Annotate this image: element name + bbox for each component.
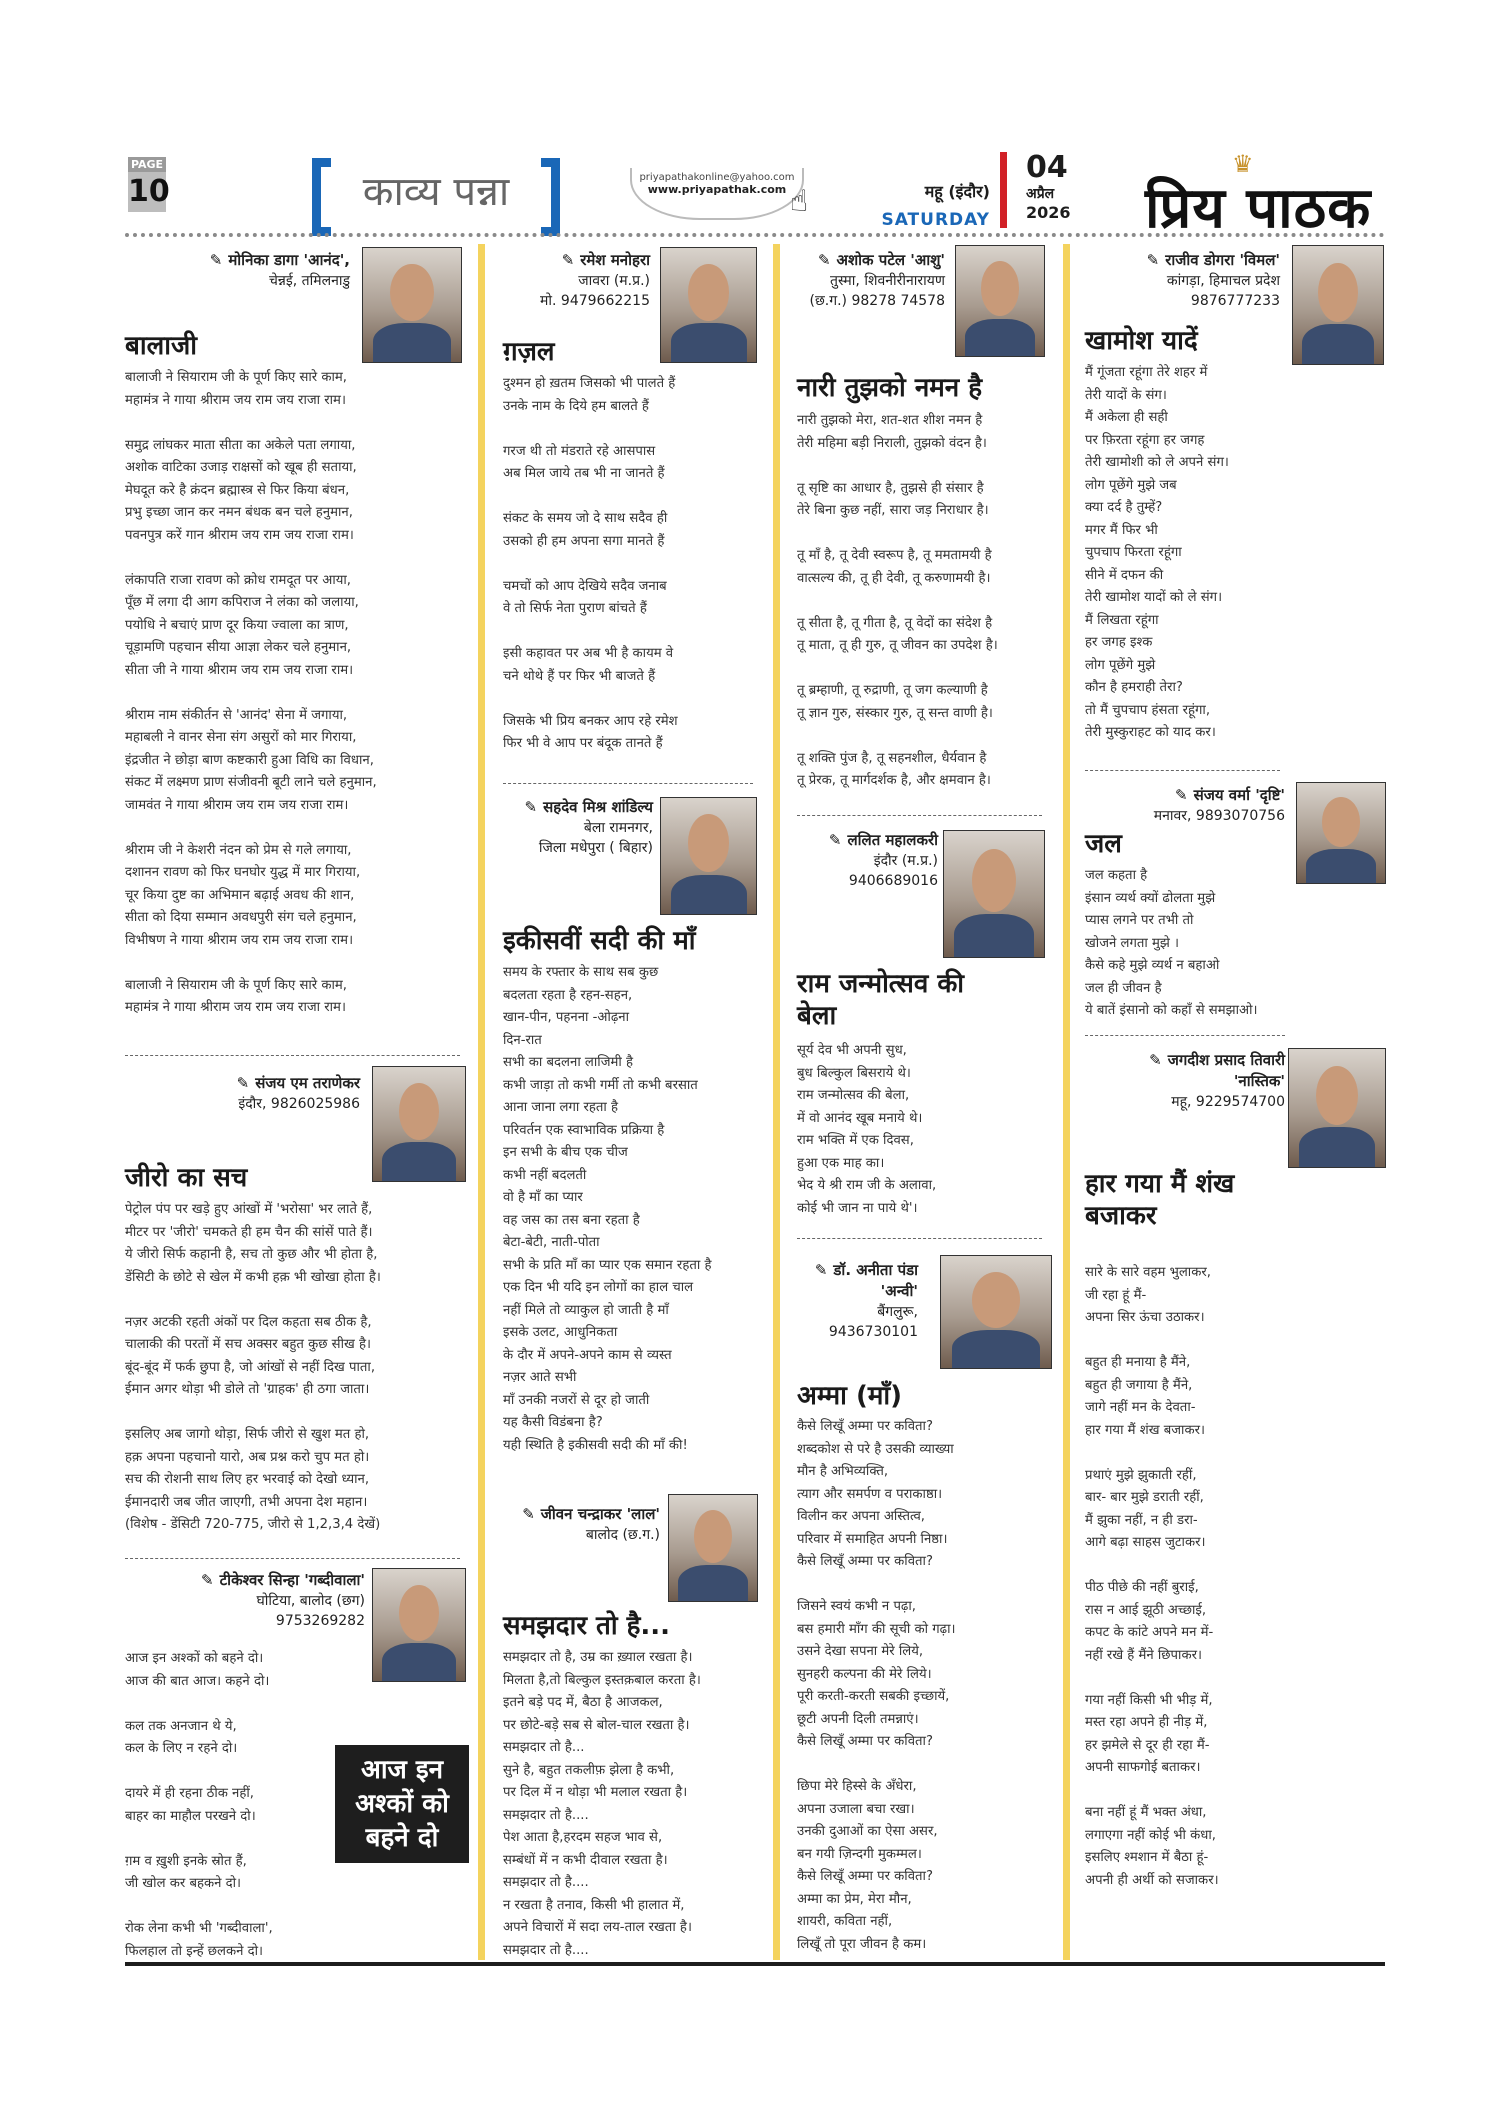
author-byline — [1095, 1050, 1285, 1112]
newspaper-logo: प्रिय पाठक — [1145, 176, 1372, 241]
dateline — [880, 180, 990, 230]
weekday: SATURDAY — [881, 210, 990, 230]
author-photo — [955, 245, 1045, 357]
author-photo — [1288, 1048, 1386, 1168]
poem-title: खामोश यादें — [1085, 326, 1198, 356]
pen-icon: ✎ — [524, 798, 538, 816]
poem-body: बालाजी ने सियाराम जी के पूर्ण किए सारे काम, महामंत्र ने गाया श्रीराम जय राम जय राजा राम। समुद्र लांघकर माता सीता का अकेले पता लगाया, अशोक वाटिका उजाड़ राक्षसों को खूब ही सताया, मेघदूत करे है क्रंदन ब्रह्मास्त्र से फिर किया बंधन, प्रभु इच्छा जान कर नमन बंधक बन चले हनुमान, पवनपुत्र करें गान श्रीराम जय राम जय राजा राम। लंकापति राजा रावण को क्रोध रामदूत पर आया, पूँछ में लगा दी आग कपिराज ने लंका को जलाया, पयोधि ने बचाएं प्राण दूर किया ज्वाला का त्राण, चूड़ामणि पहचान सीया आज्ञा लेकर चले हनुमान, सीता जी ने गाया श्रीराम जय राम जय राजा राम। श्रीराम नाम संकीर्तन से 'आनंद' सेना में जगाया, महाबली ने वानर सेना संग असुरों को मार गिराया, इंद्रजीत ने छोड़ा बाण कष्टकारी हुआ विधि का विधान, संकट में लक्ष्मण प्राण संजीवनी बूटी लाने चले हनुमान, जामवंत ने गाया श्रीराम जय राम जय राजा राम। श्रीराम जी ने केशरी नंदन को प्रेम से गले लगाया, दशानन रावण को फिर घनघोर युद्ध में मार गिराया, चूर किया दुष्ट का अभिमान बढ़ाई अवध की शान, सीता को दिया सम्मान अवधपुरी संग चले हनुमान, विभीषण ने गाया श्रीराम जय राम जय राजा राम। बालाजी ने सियाराम जी के पूर्ण किए सारे काम, महामंत्र ने गाया श्रीराम जय राम जय राजा राम। — [125, 370, 377, 1015]
header-divider — [125, 233, 1385, 237]
author-byline — [1095, 785, 1285, 826]
poem-title: हार गया मैं शंख बजाकर — [1085, 1169, 1235, 1231]
poem-title: नारी तुझको नमन है — [797, 373, 983, 403]
section-title: काव्य पन्ना — [362, 169, 510, 215]
author-location: महू, 9229574700 — [1171, 1094, 1285, 1110]
poem-body: दुश्मन हो ख़तम जिसको भी पालते हैं उनके नाम के दिये हम बालते हैं गरज थी तो मंडराते रहे आसपास अब मिल जाये तब भी ना जानते हैं संकट के समय जो दे साथ सदैव ही उसको ही हम अपना सगा मानते हैं चमचों को आप देखिये सदैव जनाब वे तो सिर्फ नेता पुराण बांचते हैं इसी कहावत पर अब भी है कायम वे चने थोथे हैं पर फिर भी बाजते हैं जिसके भी प्रिय बनकर आप रहे रमेश फिर भी वे आप पर बंदूक तानते हैं — [503, 376, 678, 751]
pen-icon: ✎ — [561, 251, 575, 269]
poem-body: समय के रफ्तार के साथ सब कुछ बदलता रहता है रहन-सहन, खान-पीन, पहनना -ओढ़ना दिन-रात सभी का बदलना लाजिमी है कभी जाड़ा तो कभी गर्मी तो कभी बरसात आना जाना लगा रहता है परिवर्तन एक स्वाभाविक प्रक्रिया है इन सभी के बीच एक चीज कभी नहीं बदलती वो है माँ का प्यार वह जस का तस बना रहता है बेटा-बेटी, नाती-पोता सभी के प्रति माँ का प्यार एक समान रहता है एक दिन भी यदि इन लोगों का हाल चाल नहीं मिले तो व्याकुल हो जाती है माँ इसके उलट, आधुनिकता के दौर में अपने-अपने काम से व्यस्त नज़र आते सभी माँ उनकी नजरों से दूर हो जाती यह कैसी विडंबना है? यही स्थिति है इकीसवी सदी की माँ की! — [503, 965, 712, 1453]
author-name: राजीव डोगरा 'विमल' — [1165, 251, 1280, 269]
website-link[interactable]: www.priyapathak.com — [647, 183, 787, 196]
author-phone: (छ.ग.) 98278 74578 — [809, 293, 945, 309]
author-name: रमेश मनोहरा — [580, 251, 650, 269]
author-location: कांगड़ा, हिमाचल प्रदेश — [1166, 273, 1280, 289]
author-phone: 9436730101 — [828, 1324, 918, 1340]
author-photo — [372, 1066, 466, 1182]
author-byline — [795, 250, 945, 311]
author-byline — [150, 1570, 365, 1631]
author-contact: इंदौर, 9826025986 — [238, 1096, 360, 1112]
right-bracket-icon — [541, 158, 560, 236]
article-separator — [1085, 1035, 1285, 1036]
poem-body: जल कहता है इंसान व्यर्थ क्यों ढोलता मुझे प्यास लगने पर तभी तो खोजने लगता मुझे । कैसे कहे मुझे व्यर्थ न बहाओ जल ही जीवन है ये बातें इंसानो को कहाँ से समझाओ। — [1085, 868, 1258, 1018]
author-location: बैंगलुरू, — [877, 1304, 918, 1320]
author-byline — [160, 250, 350, 291]
author-photo — [660, 797, 757, 915]
page-number-badge — [128, 157, 170, 212]
date-year: 2026 — [1026, 203, 1071, 222]
author-location: बालोद (छ.ग.) — [585, 1527, 660, 1543]
author-location: घोटिया, बालोद (छग) — [256, 1593, 365, 1609]
author-name: जगदीश प्रसाद तिवारी 'नास्तिक' — [1167, 1051, 1285, 1090]
section-header — [312, 152, 560, 222]
author-byline — [505, 1504, 660, 1545]
author-phone: 9753269282 — [275, 1613, 365, 1629]
author-location: जिला मधेपुरा ( बिहार) — [538, 840, 653, 856]
poem-body: आज इन अश्कों को बहने दो। आज की बात आज। कहने दो। कल तक अनजान थे ये, कल के लिए न रहने दो। दायरे में ही रहना ठीक नहीं, बाहर का माहौल परखने दो। ग़म व ख़ुशी इनके स्रोत हैं, जी खोल कर बहकने दो। रोक लेना कभी भी 'गब्दीवाला', फिलहाल तो इन्हें छलकने दो। — [125, 1651, 273, 1959]
author-name: सहदेव मिश्र शांडिल्य — [543, 798, 653, 816]
author-phone: मो. 9479662215 — [540, 293, 650, 309]
pen-icon: ✎ — [814, 1261, 828, 1279]
author-name: टीकेश्वर सिन्हा 'गब्दीवाला' — [219, 1571, 365, 1589]
page-label: PAGE — [128, 157, 166, 172]
author-byline — [800, 830, 938, 891]
poem-body: मैं गूंजता रहूंगा तेरे शहर में तेरी यादों के संग। मैं अकेला ही सही पर फ़िरता रहूंगा हर जगह तेरी खामोशी को ले अपने संग। लोग पूछेंगे मुझे जब क्या दर्द है तुम्हें? मगर मैं फिर भी चुपचाप फिरता रहूंगा सीने में दफन की तेरी खामोश यादों को ले संग। मैं लिखता रहूंगा हर जगह इश्क लोग पूछेंगे मुझे कौन है हमराही तेरा? तो मैं चुपचाप हंसता रहूंगा, तेरी मुस्कुराहट को याद कर। — [1085, 365, 1229, 740]
article-separator — [797, 815, 1042, 816]
author-name: संजय एम तराणेकर — [255, 1074, 360, 1092]
author-byline — [800, 1260, 918, 1342]
pen-icon: ✎ — [201, 1571, 214, 1589]
poem-title: ग़ज़ल — [503, 337, 555, 367]
author-photo — [362, 247, 462, 363]
pen-icon: ✎ — [522, 1505, 535, 1523]
author-phone: 9406689016 — [848, 873, 938, 889]
author-photo — [660, 247, 757, 363]
poem-body: नारी तुझको मेरा, शत-शत शीश नमन है तेरी महिमा बड़ी निराली, तुझको वंदन है। तू सृष्टि का आधार है, तुझसे ही संसार है तेरे बिना कुछ नहीं, सारा जड़ निराधार है। तू माँ है, तू देवी स्वरूप है, तू ममतामयी है वात्सल्य की, तू ही देवी, तू करुणामयी है। तू सीता है, तू गीता है, तू वेदों का संदेश है तू माता, तू ही गुरु, तू जीवन का उपदेश है। तू ब्रम्हाणी, तू रुद्राणी, तू जग कल्याणी है तू ज्ञान गुरु, संस्कार गुरु, तू सन्त वाणी है। तू शक्ति पुंज है, तू सहनशील, धैर्यवान है तू प्रेरक, तू मार्गदर्शक है, और क्षमवान है। — [797, 413, 998, 788]
date-month: अप्रैल — [1026, 186, 1055, 202]
author-location: चेन्नई, तमिलनाडु — [268, 273, 350, 289]
article-separator — [797, 1238, 1042, 1239]
author-byline — [505, 797, 653, 858]
article-separator — [125, 1055, 460, 1056]
pointing-hand-icon: ☝ — [790, 184, 809, 219]
pen-icon: ✎ — [236, 1074, 250, 1092]
author-name: अशोक पटेल 'आशु' — [836, 251, 945, 269]
author-photo — [1292, 245, 1384, 365]
page-number: 10 — [128, 172, 166, 212]
author-location: जावरा (म.प्र.) — [578, 273, 650, 289]
article-separator — [125, 1558, 460, 1559]
pen-icon: ✎ — [1175, 786, 1188, 804]
author-phone: 9876777233 — [1190, 293, 1280, 309]
pen-icon: ✎ — [828, 831, 842, 849]
pen-icon: ✎ — [817, 251, 831, 269]
column-rule — [773, 244, 780, 1960]
pen-icon: ✎ — [1146, 251, 1160, 269]
column-rule — [478, 244, 485, 1960]
author-photo — [668, 1494, 758, 1602]
author-name: डॉ. अनीता पंडा 'अन्वी' — [833, 1261, 918, 1300]
poem-body: समझदार तो है, उम्र का ख़्याल रखता है। मिलता है,तो बिल्कुल इस्तक़बाल करता है। इतने बड़े पद में, बैठा है आजकल, पर छोटे-बड़े सब से बोल-चाल रखता है। समझदार तो है... सुने है, बहुत तकलीफ़ झेला है कभी, पर दिल में न थोड़ा भी मलाल रखता है। समझदार तो है.... पेश आता है,हरदम सहज भाव से, सम्बंधों में न कभी दीवाल रखता है। समझदार तो है.... न रखता है तनाव, किसी भी हालात में, अपने विचारों में सदा लय-ताल रखता है। समझदार तो है.... — [503, 1650, 701, 1958]
pen-icon: ✎ — [1149, 1051, 1162, 1069]
article-separator — [503, 783, 753, 784]
author-byline — [1095, 250, 1280, 311]
poem-body: कैसे लिखूँ अम्मा पर कविता? शब्दकोश से परे है उसकी व्याख्या मौन है अभिव्यक्ति, त्याग और समर्पण व पराकाष्ठा। विलीन कर अपना अस्तित्व, परिवार में समाहित अपनी निष्ठा। कैसे लिखूँ अम्मा पर कविता? जिसने स्वयं कभी न पढ़ा, बस हमारी माँग की सूची को गढ़ा। उसने देखा सपना मेरे लिये, सुनहरी कल्पना की मेरे लिये। पूरी करती-करती सबकी इच्छायें, छूटी अपनी दिली तमन्नाएं। कैसे लिखूँ अम्मा पर कविता? छिपा मेरे हिस्से के अँधेरा, अपना उजाला बचा रखा। उनकी दुआओं का ऐसा असर, बन गयी ज़िन्दगी मुकम्मल। कैसे लिखूँ अम्मा पर कविता? अम्मा का प्रेम, मेरा मौन, शायरी, कविता नहीं, लिखूँ तो पूरा जीवन है कम। — [797, 1419, 956, 1952]
red-divider — [1000, 152, 1007, 228]
author-photo — [943, 830, 1045, 958]
author-name: संजय वर्मा 'दृष्टि' — [1193, 786, 1285, 804]
highlight-box: आज इन अश्कों को बहने दो — [335, 1745, 469, 1863]
poem-body: सारे के सारे वहम भुलाकर, जी रहा हूं मैं- अपना सिर ऊंचा उठाकर। बहुत ही मनाया है मैंने, बहुत ही जगाया है मैंने, जागे नहीं मन के देवता- हार गया मैं शंख बजाकर। प्रथाएं मुझे झुकाती रहीं, बार- बार मुझे डराती रहीं, मैं झुका नहीं, न ही डरा- आगे बढ़ा साहस जुटाकर। पीठ पीछे की नहीं बुराई, रास न आई झूठी अच्छाई, कपट के कांटे अपने मन में- नहीं रखे हैं मैंने छिपाकर। गया नहीं किसी भी भीड़ में, मस्त रहा अपने ही नीड़ में, हर झमेले से दूर ही रहा मैं- अपनी साफगोई बताकर। बना नहीं हूं मैं भक्त अंधा, लगाएगा नहीं कोई भी कंधा, इसलिए श्मशान में बैठा हूं- अपनी ही अर्थी को सजाकर। — [1085, 1265, 1219, 1888]
poem-title: अम्मा (माँ) — [797, 1381, 903, 1411]
author-byline — [170, 1073, 360, 1114]
author-location: मनावर, 9893070756 — [1153, 808, 1285, 824]
poem-title: जल — [1085, 829, 1122, 859]
author-location: इंदौर (म.प्र.) — [873, 853, 938, 869]
contact-box — [630, 168, 804, 220]
poem-title: जीरो का सच — [125, 1163, 248, 1193]
author-photo — [372, 1568, 466, 1682]
article-separator — [1085, 770, 1280, 771]
email: priyapathakonline@yahoo.com — [639, 172, 795, 183]
poem-title: समझदार तो है... — [503, 1611, 671, 1641]
date-block — [1026, 152, 1071, 222]
author-name: ललित महालकरी — [847, 831, 938, 849]
poem-title: राम जन्मोत्सव की बेला — [797, 969, 965, 1031]
date-day: 04 — [1026, 150, 1068, 185]
poem-body: सूर्य देव भी अपनी सुध, बुध बिल्कुल बिसराये थे। राम जन्मोत्सव की बेला, में वो आनंद खूब मनाये थे। राम भक्ति में एक दिवस, हुआ एक माह का। भेद ये श्री राम जी के अलावा, कोई भी जान ना पाये थे'। — [797, 1043, 937, 1216]
poem-body: पेट्रोल पंप पर खड़े हुए आंखों में 'भरोसा' भर लाते हैं, मीटर पर 'जीरो' चमकते ही हम चैन की सांसें पाते हैं। ये जीरो सिर्फ कहानी है, सच तो कुछ और भी होता है, डेंसिटी के छोटे से खेल में कभी हक़ भी खोखा होता है। नज़र अटकी रहती अंकों पर दिल कहता सब ठीक है, चालाकी की परतों में सच अक्सर बहुत कुछ सीख है। बूंद-बूंद में फर्क छुपा है, जो आंखों से नहीं दिख पाता, ईमान अगर थोड़ा भी डोले तो 'ग्राहक' ही ठगा जाता। इसलिए अब जागो थोड़ा, सिर्फ जीरो से खुश मत हो, हक़ अपना पहचानो यारो, अब प्रश्न करो चुप मत हो। सच की रोशनी साथ लिए हर भरवाई को देखो ध्यान, ईमानदारी जब जीत जाएगी, तभी अपना देश महान। (विशेष - डेंसिटी 720-775, जीरो से 1,2,3,4 देखें) — [125, 1202, 381, 1532]
author-name: जीवन चन्द्राकर 'लाल' — [540, 1505, 660, 1523]
author-location: बेला रामनगर, — [583, 820, 653, 836]
city: महू (इंदौर) — [924, 182, 990, 201]
poem-title: बालाजी — [125, 331, 197, 361]
author-photo — [940, 1255, 1052, 1369]
column-rule — [1063, 244, 1070, 1960]
temple-crown-icon: ♛ — [1232, 150, 1254, 178]
poem-title: इकीसवीं सदी की माँ — [503, 926, 696, 956]
author-byline — [500, 250, 650, 311]
left-bracket-icon — [312, 158, 331, 236]
author-name: मोनिका डागा 'आनंद', — [228, 251, 350, 269]
pen-icon: ✎ — [209, 251, 223, 269]
author-location: तुस्मा, शिवनीरीनारायण — [830, 273, 945, 289]
footer-rule — [125, 1962, 1385, 1966]
